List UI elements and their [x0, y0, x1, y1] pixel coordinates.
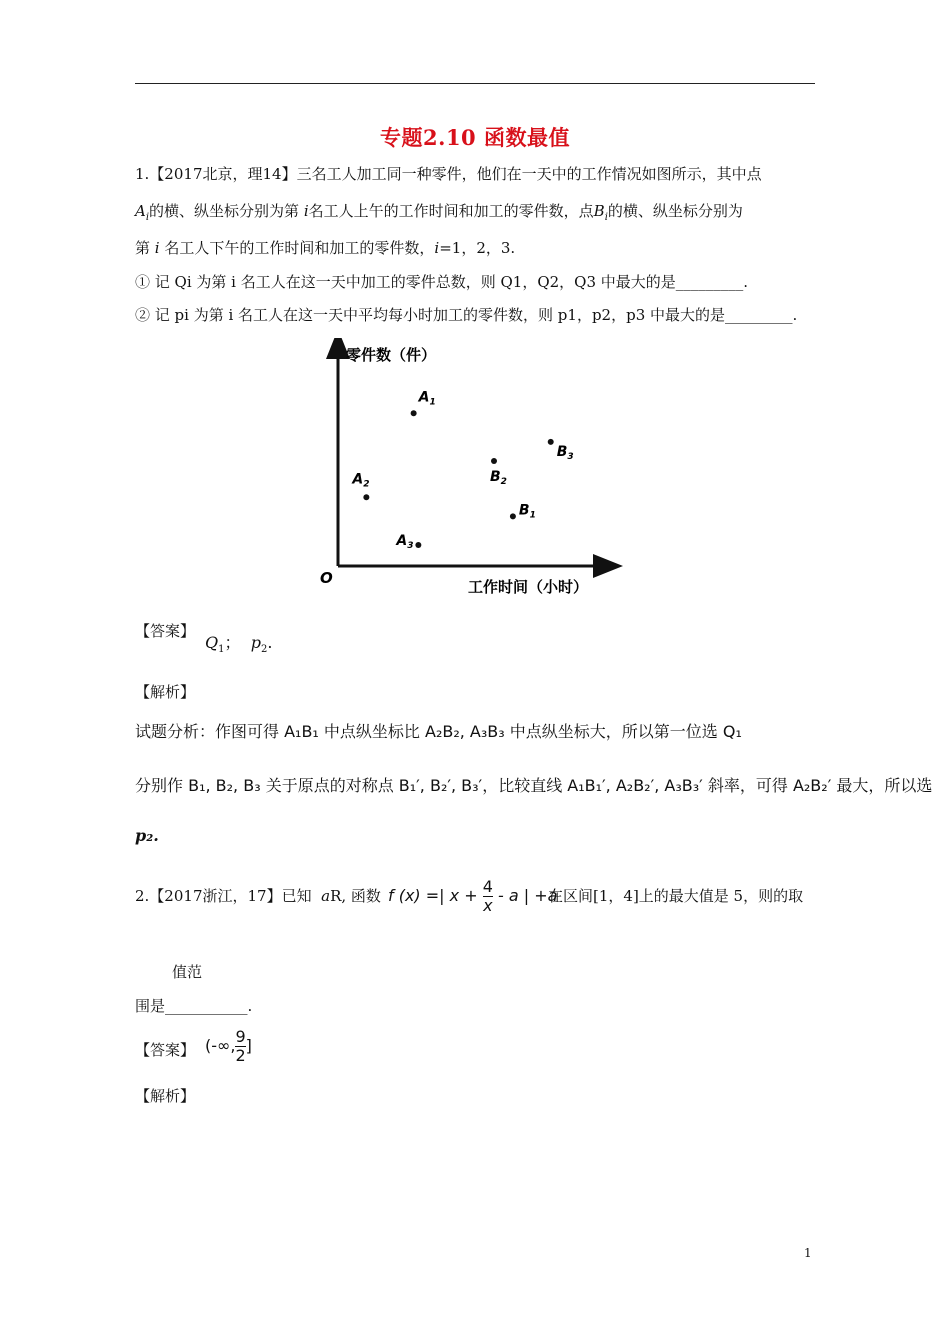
point-label-a2: $A_2$ [352, 471, 370, 490]
point-b1 [510, 513, 516, 519]
q1-line1: 1.【2017北京，理14】三名工人加工同一种零件，他们在一天中的工作情况如图所示，其中点 [135, 165, 762, 183]
q1-analysis-line3: p₂. [135, 826, 159, 845]
q2-line1: 2.【2017浙江，17】已知 aR, 函数 [135, 887, 381, 905]
point-b2 [491, 458, 497, 464]
point-label-a3: $A_3$ [396, 533, 414, 551]
q2-analysis-label: 【解析】 [135, 1087, 196, 1105]
point-a3 [415, 542, 421, 548]
q1-subquestion-1: ① 记 Qi 为第 i 名工人在这一天中加工的零件总数，则 Q1，Q2，Q3 中最大的是_________. [135, 273, 749, 291]
point-label-a1: $A_1$ [418, 389, 436, 408]
q1-answer-value: $Q_1$； $p_2$. [205, 633, 273, 656]
q2-line3: 围是___________. [135, 997, 253, 1015]
q1-subquestion-2: ② 记 pi 为第 i 名工人在这一天中平均每小时加工的零件数，则 p1，p2，p3 中最大的是_________. [135, 306, 798, 324]
q2-line1-tail: 在区间[1，4]上的最大值是 5，则的取 [548, 887, 804, 905]
point-b3 [548, 439, 554, 445]
origin-label: O [320, 569, 333, 587]
q2-line2: 值范 [172, 963, 203, 981]
q1-analysis-label: 【解析】 [135, 683, 196, 701]
q2-answer-value: (-∞, $\frac{9}{2}$ ] [205, 1027, 252, 1065]
point-a2 [363, 494, 369, 500]
header-rule [135, 83, 815, 84]
q1-answer-label: 【答案】 [135, 622, 196, 640]
q1-line2: $A_i$的横、纵坐标分别为第 i名工人上午的工作时间和加工的零件数，点$B_i$的横、纵坐标分别为 [135, 202, 743, 223]
q2-answer-label: 【答案】 [135, 1041, 196, 1059]
point-label-b1: $B_1$ [518, 502, 536, 521]
scatter-chart [300, 338, 630, 603]
q1-analysis-line1: 试题分析：作图可得 A₁B₁ 中点纵坐标比 A₂B₂, A₃B₃ 中点纵坐标大，所以第一位选 Q₁ [135, 722, 742, 741]
q1-analysis-line2: 分别作 B₁, B₂, B₃ 关于原点的对称点 B₁′, B₂′, B₃′，比较直线 A₁B₁′, A₂B₂′, A₃B₃′ 斜率，可得 A₂B₂′ 最大，所以选 [135, 776, 933, 795]
y-axis-label: 零件数（件） [346, 346, 437, 364]
point-label-b2: $B_2$ [490, 469, 507, 487]
point-a1 [411, 410, 417, 416]
q1-line3: 第 i 名工人下午的工作时间和加工的零件数，i=1，2，3. [135, 239, 516, 257]
point-label-b3: $B_3$ [556, 443, 574, 462]
page-number: 1 [804, 1246, 812, 1260]
page-title: 专题2.10 函数最值 [380, 125, 570, 150]
q2-function-formula: f (x) =| x + $\frac{4}{x}$ - a | +a [388, 877, 558, 915]
x-axis-label: 工作时间（小时） [468, 578, 589, 596]
